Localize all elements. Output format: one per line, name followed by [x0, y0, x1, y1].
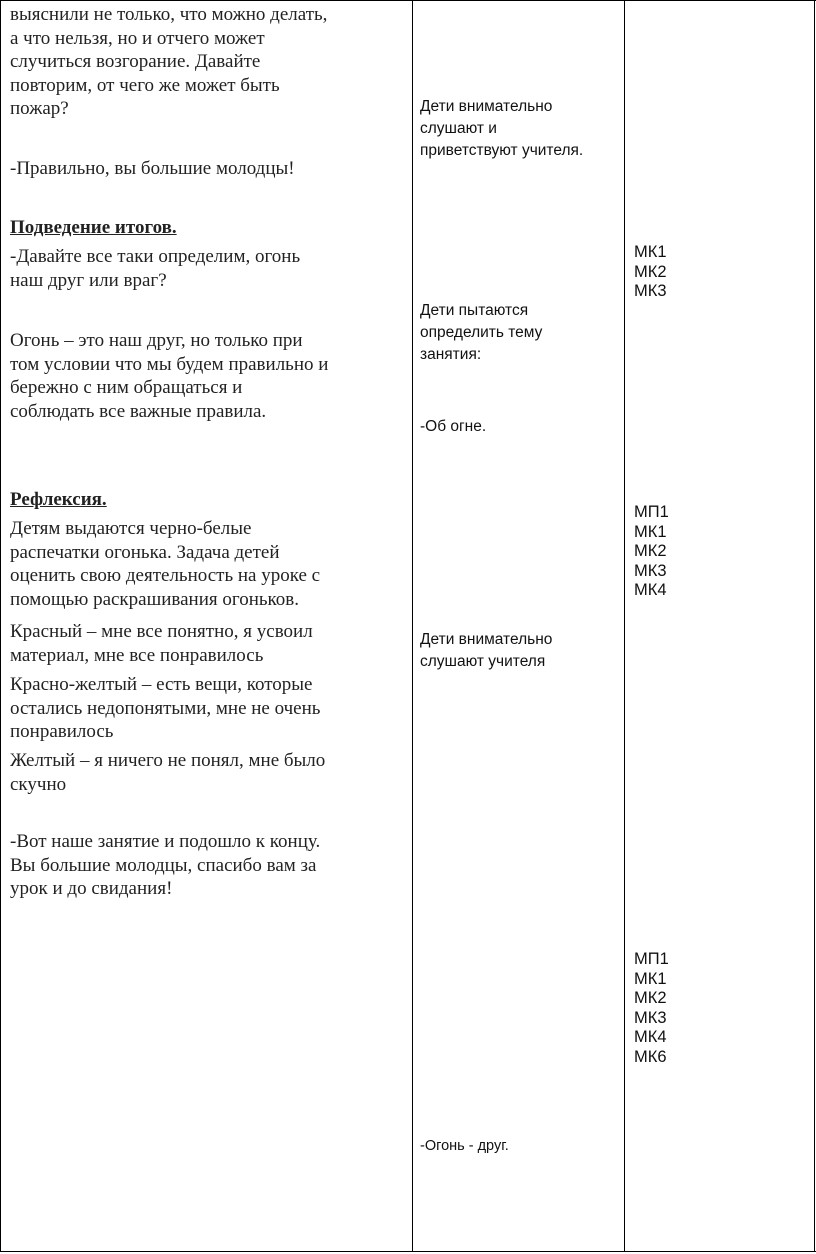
competency-code: МП1	[634, 950, 669, 968]
table-left-border	[0, 0, 1, 1251]
competency-code: МК1	[634, 522, 667, 541]
fire-friend-answer: -Огонь - друг.	[420, 1138, 509, 1154]
text-line: -Давайте все таки определим, огонь	[10, 246, 301, 267]
text-line: Дети пытаются	[420, 302, 529, 319]
text-line: слушают учителя	[420, 653, 546, 670]
text-line: случиться возгорание. Давайте	[10, 51, 261, 72]
table-top-border	[0, 0, 816, 1]
competency-code: МК3	[634, 1008, 667, 1027]
summary-heading: Подведение итогов.	[10, 217, 177, 238]
text-line: скучно	[10, 773, 67, 795]
competency-code: МК1	[634, 243, 667, 261]
table-bottom-border	[0, 1251, 816, 1252]
text-line: остались недопонятыми, мне не очень	[10, 697, 321, 719]
summary-question	[10, 245, 405, 292]
text-line: Желтый – я ничего не понял, мне было	[10, 750, 326, 771]
text-line: выяснили не только, что можно делать,	[10, 4, 328, 25]
text-line: Детям выдаются черно-белые	[10, 518, 252, 539]
praise-text: -Правильно, вы большие молодцы!	[10, 158, 295, 179]
competency-code: МК2	[634, 989, 667, 1007]
text-line: оценить свою деятельность на уроке с	[10, 565, 321, 586]
text-line: том условии что мы будем правильно и	[10, 353, 329, 375]
topic-text	[420, 300, 620, 366]
text-line: бережно с ним обращаться и	[10, 377, 243, 398]
text-line: определить тему	[420, 324, 543, 341]
intro-paragraph	[10, 3, 405, 121]
text-line: понравилось	[10, 721, 114, 742]
closing-paragraph	[10, 830, 405, 901]
text-line: занятия:	[420, 346, 482, 363]
column-divider-2	[624, 0, 625, 1251]
summary-answer	[10, 329, 405, 423]
text-line: приветствуют учителя.	[420, 142, 584, 159]
competency-code: МК4	[634, 1028, 667, 1046]
text-line: соблюдать все важные правила.	[10, 400, 267, 422]
column-divider-1	[412, 0, 413, 1251]
yellow-option	[10, 749, 405, 796]
competency-code: МК6	[634, 1047, 667, 1066]
text-line: -Вот наше занятие и подошло к концу.	[10, 831, 321, 852]
text-line: повторим, от чего же может быть	[10, 74, 280, 96]
text-line: урок и до свидания!	[10, 878, 173, 899]
listen-greet-text	[420, 96, 620, 162]
listen-text	[420, 629, 620, 673]
text-line: Вы большие молодцы, спасибо вам за	[10, 854, 317, 876]
text-line: наш друг или враг?	[10, 269, 167, 291]
competency-code: МК3	[634, 561, 667, 580]
competency-group-1	[634, 243, 794, 302]
reflection-description	[10, 517, 405, 611]
table-right-border	[814, 0, 815, 1251]
text-line: материал, мне все понравилось	[10, 644, 264, 666]
competency-code: МК2	[634, 542, 667, 560]
topic-answer: -Об огне.	[420, 418, 487, 435]
text-line: а что нельзя, но и отчего может	[10, 27, 265, 49]
red-yellow-option	[10, 673, 405, 744]
competency-group-2	[634, 503, 794, 601]
text-line: пожар?	[10, 98, 69, 119]
competency-group-3	[634, 950, 794, 1067]
competency-code: МК3	[634, 282, 667, 300]
competency-code: МП1	[634, 503, 669, 521]
text-line: распечатки огонька. Задача детей	[10, 541, 280, 563]
text-line: Дети внимательно	[420, 631, 553, 648]
text-line: слушают и	[420, 120, 497, 137]
competency-code: МК2	[634, 262, 667, 281]
text-line: Красный – мне все понятно, я усвоил	[10, 621, 313, 642]
text-line: Огонь – это наш друг, но только при	[10, 330, 303, 351]
text-line: помощью раскрашивания огоньков.	[10, 588, 300, 610]
text-line: Дети внимательно	[420, 98, 553, 115]
reflection-heading: Рефлексия.	[10, 489, 107, 510]
red-option	[10, 620, 405, 667]
text-line: Красно-желтый – есть вещи, которые	[10, 674, 313, 695]
competency-code: МК4	[634, 581, 667, 599]
competency-code: МК1	[634, 969, 667, 988]
